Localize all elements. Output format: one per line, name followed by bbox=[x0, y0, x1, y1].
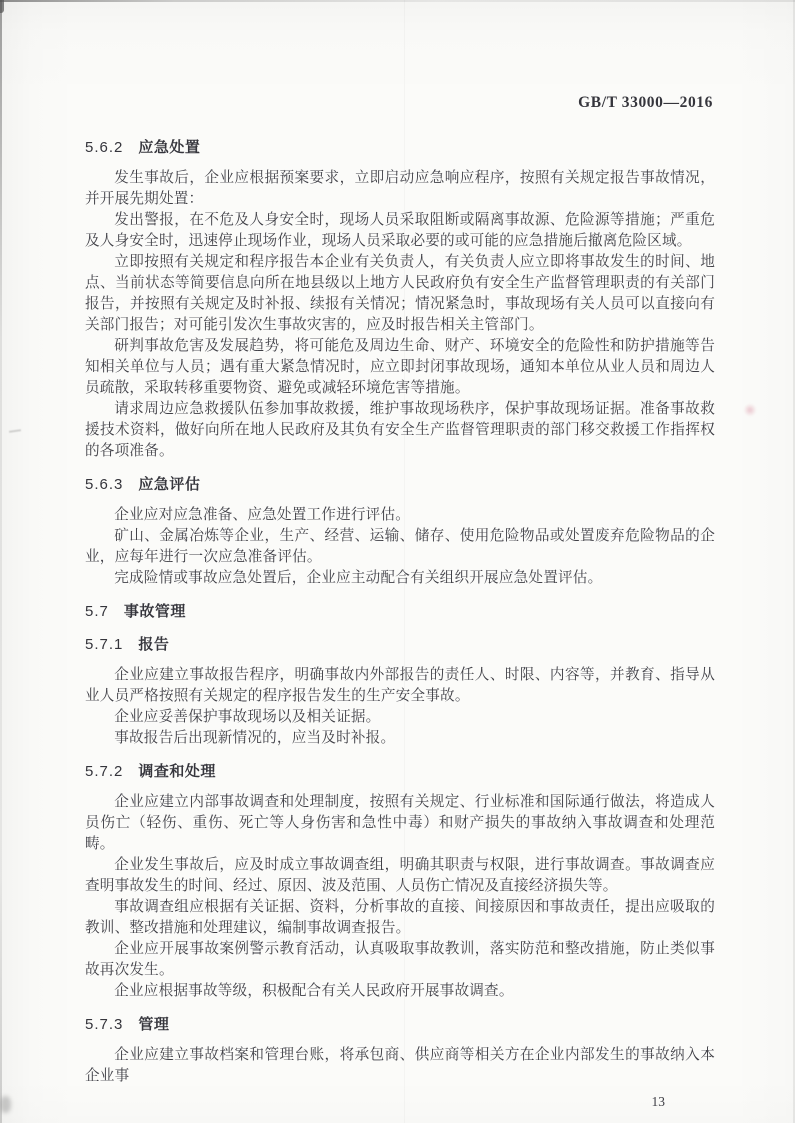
standard-code-header: GB/T 33000—2016 bbox=[578, 94, 713, 111]
section-number: 5.7 bbox=[85, 603, 109, 620]
section-heading bbox=[85, 634, 715, 655]
body-paragraph: 企业应建立事故报告程序，明确事故内外部报告的责任人、时限、内容等，并教育、指导从业人员严格按照有关规定的程序报告发生的生产安全事故。 bbox=[85, 667, 715, 704]
body-paragraph: 企业应建立内部事故调查和处理制度，按照有关规定、行业标准和国际通行做法，将造成人员伤亡（轻伤、重伤、死亡等人身伤害和急性中毒）和财产损失的事故纳入事故调查和处理范畴。 bbox=[85, 794, 715, 852]
body-paragraph: 企业应根据事故等级，积极配合有关人民政府开展事故调查。 bbox=[114, 983, 514, 999]
body-paragraph: 完成险情或事故应急处置后，企业应主动配合有关组织开展应急处置评估。 bbox=[114, 570, 603, 586]
section-title: 应急评估 bbox=[138, 476, 201, 493]
body-paragraph: 事故调查组应根据有关证据、资料，分析事故的直接、间接原因和事故责任，提出应吸取的教训、整改措施和处理建议，编制事故调查报告。 bbox=[85, 899, 715, 936]
body-paragraph: 矿山、金属冶炼等企业，生产、经营、运输、储存、使用危险物品或处置废弃危险物品的企业，应每年进行一次应急准备评估。 bbox=[85, 528, 715, 565]
section-title: 报告 bbox=[138, 636, 170, 653]
body-paragraph: 研判事故危害及发展趋势，将可能危及周边生命、财产、环境安全的危险性和防护措施等告知相关单位与人员；遇有重大紧急情况时，应立即封闭事故现场，通知本单位从业人员和周边人员疏散，采取转移重要物资、避免或减轻环境危害等措施。 bbox=[85, 338, 715, 396]
body-paragraph: 企业应对应急准备、应急处置工作进行评估。 bbox=[114, 507, 411, 523]
section-heading bbox=[85, 761, 715, 782]
body-paragraph: 企业应建立事故档案和管理台账，将承包商、供应商等相关方在企业内部发生的事故纳入本企业事 bbox=[85, 1047, 715, 1084]
body-paragraph: 发生事故后，企业应根据预案要求，立即启动应急响应程序，按照有关规定报告事故情况，并开展先期处置： bbox=[85, 170, 715, 207]
section-heading bbox=[85, 1014, 715, 1035]
scan-smudge-dash bbox=[9, 429, 21, 433]
section-title: 调查和处理 bbox=[138, 763, 216, 780]
section-number: 5.6.2 bbox=[85, 139, 124, 156]
body-paragraph: 企业应妥善保护事故现场以及相关证据。 bbox=[114, 709, 381, 725]
document-body bbox=[85, 137, 715, 1087]
scan-smudge-pink bbox=[744, 404, 756, 416]
body-paragraph: 事故报告后出现新情况的，应当及时补报。 bbox=[114, 730, 396, 746]
section-number: 5.7.1 bbox=[85, 636, 124, 653]
section-title: 管理 bbox=[138, 1016, 170, 1033]
section-number: 5.7.2 bbox=[85, 763, 124, 780]
body-paragraph: 企业发生事故后，应及时成立事故调查组，明确其职责与权限，进行事故调查。事故调查应查明事故发生的时间、经过、原因、波及范围、人员伤亡情况及直接经济损失等。 bbox=[85, 857, 715, 894]
section-title: 应急处置 bbox=[138, 139, 201, 156]
section-heading bbox=[85, 137, 715, 158]
scan-smudge-bottom-left bbox=[0, 1096, 11, 1113]
section-heading bbox=[85, 601, 715, 622]
section-title: 事故管理 bbox=[123, 603, 186, 620]
section-heading bbox=[85, 474, 715, 495]
body-paragraph: 请求周边应急救援队伍参加事故救援，维护事故现场秩序，保护事故现场证据。准备事故救援技术资料，做好向所在地人民政府及其负有安全生产监督管理职责的部门移交救援工作指挥权的各项准备。 bbox=[85, 401, 715, 459]
scan-corner-mark bbox=[0, 0, 4, 13]
body-paragraph: 企业应开展事故案例警示教育活动，认真吸取事故教训，落实防范和整改措施，防止类似事故再次发生。 bbox=[85, 941, 715, 978]
section-number: 5.6.3 bbox=[85, 476, 124, 493]
page-content bbox=[85, 94, 715, 1110]
scan-edge-top bbox=[0, 0, 795, 2]
page-number: 13 bbox=[651, 1094, 665, 1109]
section-number: 5.7.3 bbox=[85, 1016, 124, 1033]
body-paragraph: 发出警报，在不危及人身安全时，现场人员采取阻断或隔离事故源、危险源等措施；严重危及人身安全时，迅速停止现场作业，现场人员采取必要的或可能的应急措施后撤离危险区域。 bbox=[85, 212, 715, 249]
scan-edge-left bbox=[0, 0, 2, 1123]
body-paragraph: 立即按照有关规定和程序报告本企业有关负责人，有关负责人应立即将事故发生的时间、地点、当前状态等简要信息向所在地县级以上地方人民政府负有安全生产监督管理职责的有关部门报告，并按照有关规定及时补报、续报有关情况；情况紧急时，事故现场有关人员可以直接向有关部门报告；对可能引发次生事故灾害的，应及时报告相关主管部门。 bbox=[85, 254, 715, 333]
